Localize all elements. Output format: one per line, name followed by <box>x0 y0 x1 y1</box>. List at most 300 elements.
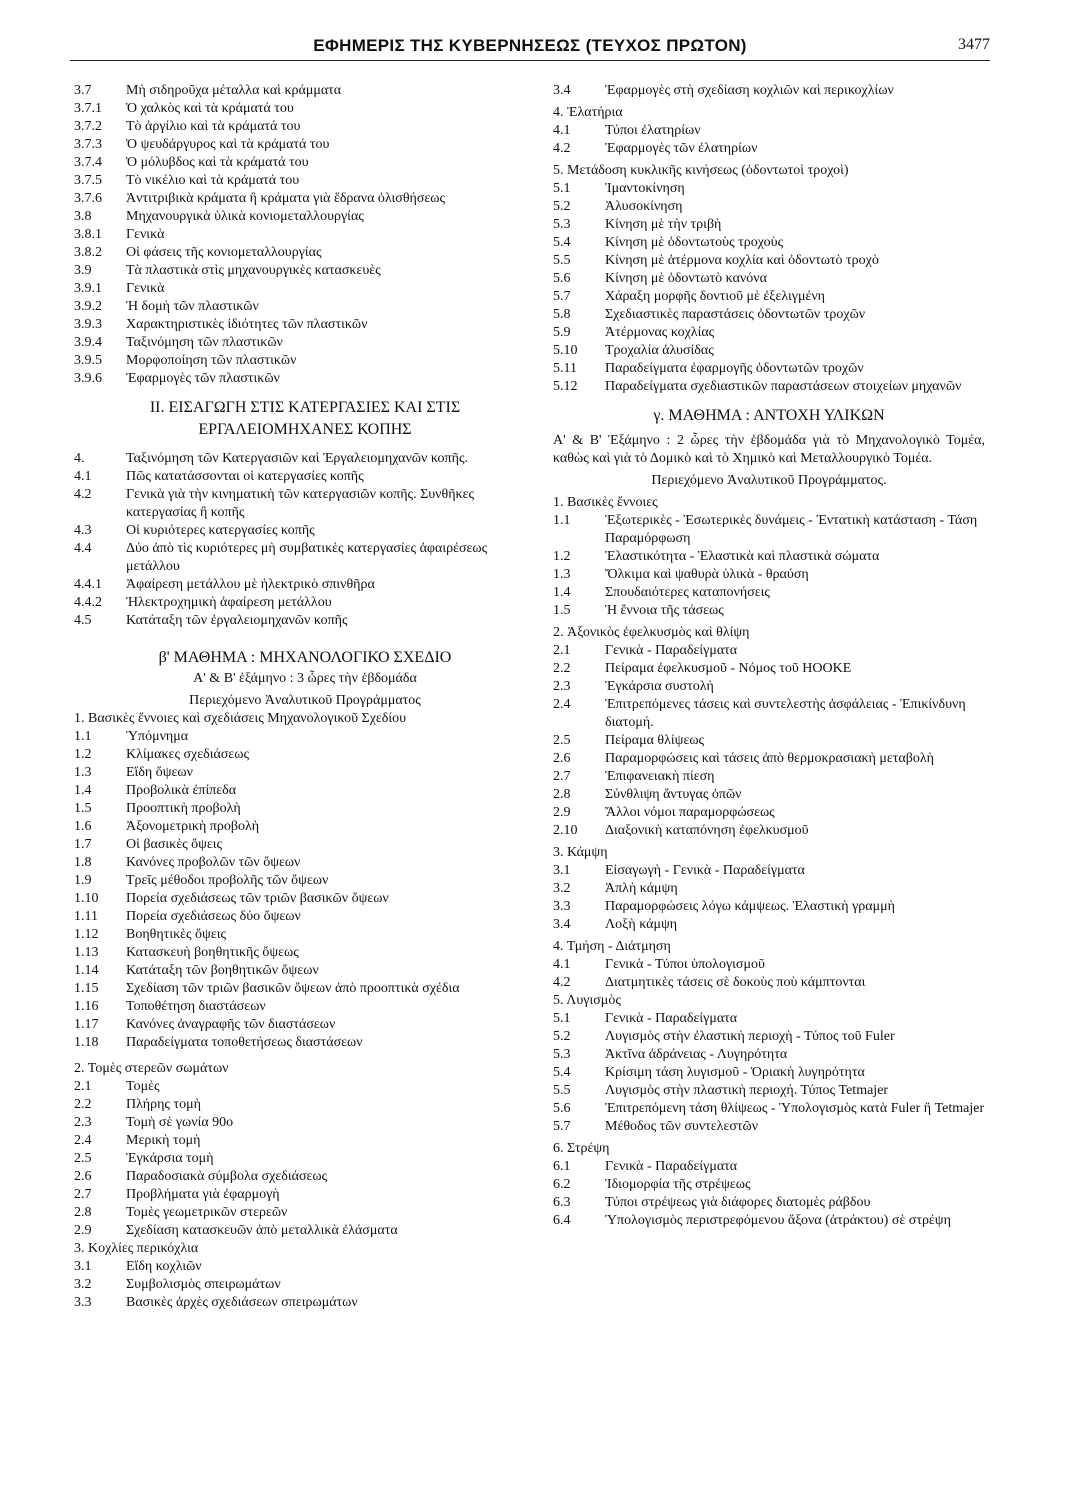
item-text: Προβολικὰ ἐπίπεδα <box>126 783 237 798</box>
section-title: 1. Βασικὲς ἔννοιες <box>553 495 658 510</box>
lesson-b-content-label: Περιεχόμενο Ἀναλυτικοῦ Προγράμματος <box>189 693 421 708</box>
item-text: Παραδείγματα τοποθετήσεως διαστάσεων <box>126 1035 363 1050</box>
list-item <box>74 1186 536 1204</box>
item-number: 5.7 <box>553 1119 571 1134</box>
item-text: Οἱ βασικὲς ὄψεις <box>126 837 223 852</box>
item-number: 3.8.1 <box>74 227 102 242</box>
item-number: 3.9.4 <box>74 335 102 350</box>
item-number: 3.3 <box>74 1295 92 1310</box>
list-item <box>74 1168 536 1186</box>
list-item <box>74 1114 536 1132</box>
list-item <box>553 1028 985 1046</box>
list-right-g <box>553 956 985 992</box>
list-item <box>74 118 536 136</box>
item-number: 5.5 <box>553 1083 571 1098</box>
list-item <box>74 298 536 316</box>
list-item <box>553 1194 985 1212</box>
item-text: Βοηθητικὲς ὄψεις <box>126 927 227 942</box>
item-number: 5.2 <box>553 1029 571 1044</box>
item-text: Τύποι στρέψεως γιὰ διάφορες διατομὲς ράβδου <box>605 1195 871 1210</box>
item-number: 4.2 <box>553 141 571 156</box>
list-item <box>553 324 985 342</box>
list-item <box>553 1158 985 1176</box>
item-number: 3.7.1 <box>74 101 102 116</box>
list-item <box>74 1150 536 1168</box>
item-text: Μηχανουργικὰ ὑλικὰ κονιομεταλλουργίας <box>126 209 364 224</box>
item-text: Παραμορφώσεις λόγω κάμψεως. Ἐλαστικὴ γραμμὴ <box>605 899 895 914</box>
list-item <box>553 198 985 216</box>
lesson-c-intro: Α' & Β' Ἑξάμηνο : 2 ὧρες τὴν ἑβδομάδα γιὰ τὸ Μηχανολογικὸ Τομέα, καθὼς καὶ γιὰ τὸ Δομικὸ καὶ τὸ Χημικὸ καὶ Μεταλλουργικὸ Τομέα. <box>553 433 985 466</box>
list-item <box>74 172 536 190</box>
item-text: Τὸ νικέλιο καὶ τὰ κράματά του <box>126 173 300 188</box>
item-text: Κατάταξη τῶν βοηθητικῶν ὄψεων <box>126 963 319 978</box>
item-text: Ἀντιτριβικὰ κράματα ἢ κράματα γιὰ ἕδρανα ὀλισθήσεως <box>126 191 446 206</box>
item-number: 3.8 <box>74 209 92 224</box>
item-number: 2.1 <box>74 1079 92 1094</box>
item-number: 2.9 <box>74 1223 92 1238</box>
item-text: Συμβολισμὸς σπειρωμάτων <box>126 1277 281 1292</box>
item-text: Ἐφαρμογὲς τῶν ἐλατηρίων <box>605 141 758 156</box>
list-item <box>553 1212 985 1230</box>
list-right-e <box>553 642 985 840</box>
list-item <box>74 728 536 746</box>
list-item <box>74 352 536 370</box>
list-item <box>553 602 985 620</box>
item-number: 4.2 <box>74 487 92 502</box>
item-number: 1.15 <box>74 981 99 996</box>
item-text: Ἀτέρμονας κοχλίας <box>605 325 715 340</box>
list-item <box>553 1046 985 1064</box>
item-number: 3.3 <box>553 899 571 914</box>
item-number: 5.6 <box>553 1101 571 1116</box>
item-text: Ἡ ἔννοια τῆς τάσεως <box>605 603 724 618</box>
item-number: 5.5 <box>553 253 571 268</box>
list-item <box>74 800 536 818</box>
item-text: Ἀφαίρεση μετάλλου μὲ ἠλεκτρικὸ σπινθῆρα <box>126 577 375 592</box>
item-number: 1.6 <box>74 819 92 834</box>
item-number: 2.6 <box>74 1169 92 1184</box>
item-number: 3.9.1 <box>74 281 102 296</box>
item-number: 1.4 <box>553 585 571 600</box>
list-item <box>74 370 536 388</box>
item-number: 4. <box>74 451 85 466</box>
item-text: Κίνηση μὲ ὀδοντωτὸ κανόνα <box>605 271 767 286</box>
list-item <box>553 512 985 548</box>
list-item <box>553 862 985 880</box>
item-number: 2.1 <box>553 643 571 658</box>
item-number: 1.18 <box>74 1035 99 1050</box>
item-text: Λοξὴ κάμψη <box>605 917 678 932</box>
list-item <box>74 1096 536 1114</box>
item-number: 3.4 <box>553 83 571 98</box>
list-item <box>553 378 985 396</box>
item-text: Ἡ δομὴ τῶν πλαστικῶν <box>126 299 259 314</box>
list-item <box>74 872 536 890</box>
item-text: Μορφοποίηση τῶν πλαστικῶν <box>126 353 297 368</box>
item-text: Πείραμα θλίψεως <box>605 733 705 748</box>
list-item <box>553 288 985 306</box>
item-text: Τὸ ἀργίλιο καὶ τὰ κράματά του <box>126 119 301 134</box>
item-number: 2.9 <box>553 805 571 820</box>
list-item <box>553 974 985 992</box>
list-item <box>553 1010 985 1028</box>
item-number: 5.11 <box>553 361 577 376</box>
item-text: Οἱ φάσεις τῆς κονιομεταλλουργίας <box>126 245 322 260</box>
item-text: Λυγισμὸς στὴν ἐλαστικὴ περιοχὴ - Τύπος τοῦ Fuler <box>605 1029 895 1044</box>
item-text: Ἐγκάρσια τομὴ <box>126 1151 214 1166</box>
item-number: 1.2 <box>74 747 92 762</box>
item-text: Ἐξωτερικὲς - Ἐσωτερικὲς δυνάμεις - Ἐντατικὴ κατάσταση - Τάση Παραμόρφωση <box>605 513 978 546</box>
item-number: 4.4.1 <box>74 577 102 592</box>
item-number: 2.10 <box>553 823 578 838</box>
item-number: 2.4 <box>74 1133 92 1148</box>
item-text: Ἁπλὴ κάμψη <box>605 881 678 896</box>
item-text: Γενικὰ - Τύποι ὑπολογισμοῦ <box>605 957 765 972</box>
item-text: Κατασκευὴ βοηθητικῆς ὄψεως <box>126 945 299 960</box>
item-text: Ἐπιφανειακὴ πίεση <box>605 769 715 784</box>
list-item <box>553 584 985 602</box>
item-text: Ὁ ψευδάργυρος καὶ τὰ κράματά του <box>126 137 330 152</box>
list-item <box>553 234 985 252</box>
item-number: 5.4 <box>553 1065 571 1080</box>
item-text: Τύποι ἐλατηρίων <box>605 123 701 138</box>
lesson-b-heading: β' ΜΑΘΗΜΑ : ΜΗΧΑΝΟΛΟΓΙΚΟ ΣΧΕΔΙΟ <box>158 649 452 666</box>
list-item <box>74 980 536 998</box>
list-right-h <box>553 1010 985 1136</box>
page-number: 3477 <box>958 36 990 53</box>
item-text: Ἰδιομορφία τῆς στρέψεως <box>605 1177 751 1192</box>
section-title: 5. Λυγισμὸς <box>553 993 621 1008</box>
item-number: 2.4 <box>553 697 571 712</box>
list-item <box>553 1118 985 1136</box>
list-item <box>553 678 985 696</box>
list-left-a <box>74 82 536 388</box>
list-item <box>74 944 536 962</box>
item-text: Πῶς κατατάσσονται οἱ κατεργασίες κοπῆς <box>126 469 364 484</box>
item-text: Ἀκτῖνα ἀδράνειας - Λυγηρότητα <box>605 1047 788 1062</box>
item-number: 1.1 <box>74 729 92 744</box>
item-number: 1.9 <box>74 873 92 888</box>
item-text: Τροχαλία ἀλυσίδας <box>605 343 714 358</box>
item-text: Πορεία σχεδιάσεως δύο ὄψεων <box>126 909 301 924</box>
list-item <box>74 450 536 468</box>
item-number: 3.7.5 <box>74 173 102 188</box>
item-number: 4.1 <box>553 957 571 972</box>
item-number: 6.2 <box>553 1177 571 1192</box>
item-number: 5.1 <box>553 181 571 196</box>
item-number: 5.9 <box>553 325 571 340</box>
list-item <box>74 154 536 172</box>
item-number: 5.6 <box>553 271 571 286</box>
item-text: Ταξινόμηση τῶν πλαστικῶν <box>126 335 283 350</box>
list-item <box>553 122 985 140</box>
item-text: Τομὲς γεωμετρικῶν στερεῶν <box>126 1205 288 1220</box>
item-text: Πλήρης τομὴ <box>126 1097 201 1112</box>
list-item <box>553 270 985 288</box>
list-right-d <box>553 512 985 620</box>
list-item <box>74 962 536 980</box>
list-item <box>74 280 536 298</box>
item-text: Σύνθλιψη ἄντυγας ὀπῶν <box>605 787 742 802</box>
list-left-e <box>74 1258 536 1312</box>
item-number: 4.4 <box>74 541 92 556</box>
list-item <box>74 262 536 280</box>
item-number: 5.7 <box>553 289 571 304</box>
section-title: 5. Μετάδοση κυκλικῆς κινήσεως (ὀδοντωτοὶ τροχοὶ) <box>553 163 849 178</box>
item-number: 2.7 <box>553 769 571 784</box>
item-number: 1.5 <box>74 801 92 816</box>
list-item <box>553 1082 985 1100</box>
lesson-c-heading: γ. ΜΑΘΗΜΑ : ΑΝΤΟΧΗ ΥΛΙΚΩΝ <box>653 407 885 424</box>
list-item <box>74 764 536 782</box>
list-item <box>74 100 536 118</box>
list-item <box>74 1078 536 1096</box>
list-item <box>553 1100 985 1118</box>
item-number: 2.5 <box>553 733 571 748</box>
item-text: Κλίμακες σχεδιάσεως <box>126 747 250 762</box>
item-text: Γενικὰ <box>126 227 165 242</box>
list-item <box>553 342 985 360</box>
list-item <box>553 306 985 324</box>
item-number: 3.8.2 <box>74 245 102 260</box>
item-text: Τὰ πλαστικὰ στὶς μηχανουργικὲς κατασκευὲς <box>126 263 381 278</box>
item-number: 4.1 <box>74 469 92 484</box>
item-text: Δύο ἀπὸ τὶς κυριότερες μὴ συμβατικὲς κατεργασίες ἀφαιρέσεως μετάλλου <box>126 541 488 574</box>
list-item <box>74 1016 536 1034</box>
list-item <box>553 548 985 566</box>
list-item <box>553 642 985 660</box>
list-item <box>74 576 536 594</box>
item-number: 3.7.6 <box>74 191 102 206</box>
item-text: Ἐφαρμογὲς στὴ σχεδίαση κοχλιῶν καὶ περικοχλίων <box>605 83 894 98</box>
item-number: 1.4 <box>74 783 92 798</box>
page-header <box>70 36 990 61</box>
item-number: 2.3 <box>74 1115 92 1130</box>
list-item <box>553 180 985 198</box>
item-number: 3.7.2 <box>74 119 102 134</box>
item-number: 3.9.6 <box>74 371 102 386</box>
item-text: Πείραμα ἐφελκυσμοῦ - Νόμος τοῦ HOOKE <box>605 661 852 676</box>
list-item <box>74 594 536 612</box>
list-right-b <box>553 122 985 158</box>
list-item <box>553 956 985 974</box>
section-ii-heading-line2: ΕΡΓΑΛΕΙΟΜΗΧΑΝΕΣ ΚΟΠΗΣ <box>198 421 412 438</box>
item-number: 3.7.3 <box>74 137 102 152</box>
item-text: Λυγισμὸς στὴν πλαστικὴ περιοχή. Τύπος Tetmajer <box>605 1083 889 1098</box>
item-text: Γενικὰ - Παραδείγματα <box>605 1159 738 1174</box>
item-text: Ἱμαντοκίνηση <box>605 181 685 196</box>
list-left-c <box>74 728 536 1052</box>
item-number: 5.2 <box>553 199 571 214</box>
item-text: Τομὴ σὲ γωνία 90ο <box>126 1115 234 1130</box>
item-text: Κατάταξη τῶν ἐργαλειομηχανῶν κοπῆς <box>126 613 348 628</box>
item-number: 5.12 <box>553 379 578 394</box>
item-text: Παραδοσιακὰ σύμβολα σχεδιάσεως <box>126 1169 328 1184</box>
item-text: Ὁ χαλκὸς καὶ τὰ κράματά του <box>126 101 294 116</box>
section-title: 3. Κάμψη <box>553 845 608 860</box>
item-number: 3.9 <box>74 263 92 278</box>
section-title: 4. Τμήση - Διάτμηση <box>553 939 671 954</box>
item-number: 4.5 <box>74 613 92 628</box>
item-number: 5.3 <box>553 217 571 232</box>
list-item <box>553 252 985 270</box>
item-number: 4.3 <box>74 523 92 538</box>
list-item <box>74 522 536 540</box>
item-text: Γενικὰ - Παραδείγματα <box>605 1011 738 1026</box>
list-item <box>553 1176 985 1194</box>
list-item <box>553 786 985 804</box>
item-text: Ἐπιτρεπόμενες τάσεις καὶ συντελεστὴς ἀσφάλειας - Ἐπικίνδυνη διατομή. <box>605 697 966 730</box>
item-text: Διαξονικὴ καταπόνηση ἐφελκυσμοῦ <box>605 823 809 838</box>
list-left-b <box>74 450 536 630</box>
item-text: Ἄλλοι νόμοι παραμορφώσεως <box>605 805 775 820</box>
item-text: Ὄλκιμα καὶ ψαθυρὰ ὑλικὰ - θραύση <box>605 567 809 582</box>
list-item <box>74 208 536 226</box>
item-text: Προβλήματα γιὰ ἐφαρμογὴ <box>126 1187 280 1202</box>
list-item <box>74 998 536 1016</box>
item-number: 3.9.2 <box>74 299 102 314</box>
list-item <box>74 746 536 764</box>
item-number: 2.8 <box>74 1205 92 1220</box>
item-text: Γενικὰ - Παραδείγματα <box>605 643 738 658</box>
item-text: Κίνηση μὲ τὴν τριβὴ <box>605 217 722 232</box>
list-item <box>553 804 985 822</box>
item-number: 1.8 <box>74 855 92 870</box>
item-number: 6.3 <box>553 1195 571 1210</box>
item-number: 1.10 <box>74 891 99 906</box>
item-number: 3.2 <box>553 881 571 896</box>
item-text: Ἐπιτρεπόμενη τάση θλίψεως - Ὑπολογισμὸς κατὰ Fuler ἢ Tetmajer <box>605 1101 985 1116</box>
item-text: Κρίσιμη τάση λυγισμοῦ - Ὁριακὴ λυγηρότητα <box>605 1065 865 1080</box>
list-right-c <box>553 180 985 396</box>
item-text: Παραδείγματα σχεδιαστικῶν παραστάσεων στοιχείων μηχανῶν <box>605 379 962 394</box>
list-item <box>553 732 985 750</box>
item-text: Γενικὰ <box>126 281 165 296</box>
item-number: 2.8 <box>553 787 571 802</box>
item-text: Γενικὰ γιὰ τὴν κινηματικὴ τῶν κατεργασιῶν κοπῆς. Συνθῆκες κατεργασίας ἢ κοπῆς <box>126 487 475 520</box>
section-title: 1. Βασικὲς ἔννοιες καὶ σχεδιάσεις Μηχανολογικοῦ Σχεδίου <box>74 711 407 726</box>
item-number: 1.11 <box>74 909 98 924</box>
item-text: Ἐγκάρσια συστολὴ <box>605 679 714 694</box>
list-item <box>553 1064 985 1082</box>
list-item <box>553 140 985 158</box>
list-item <box>74 486 536 522</box>
item-number: 3.1 <box>74 1259 92 1274</box>
item-number: 5.4 <box>553 235 571 250</box>
list-item <box>74 1204 536 1222</box>
item-number: 6.4 <box>553 1213 571 1228</box>
list-item <box>553 360 985 378</box>
list-item <box>74 540 536 576</box>
item-number: 3.9.5 <box>74 353 102 368</box>
right-column <box>553 82 985 1230</box>
lesson-b-hours: Α' & Β' ἑξάμηνο : 3 ὧρες τὴν ἑβδομάδα <box>193 671 417 686</box>
list-item <box>553 660 985 678</box>
list-right-f <box>553 862 985 934</box>
item-text: Ταξινόμηση τῶν Κατεργασιῶν καὶ Ἐργαλειομηχανῶν κοπῆς. <box>126 451 468 466</box>
item-number: 1.13 <box>74 945 99 960</box>
item-number: 1.3 <box>553 567 571 582</box>
list-item <box>74 316 536 334</box>
item-text: Βασικὲς ἀρχὲς σχεδιάσεων σπειρωμάτων <box>126 1295 358 1310</box>
item-text: Κίνηση μὲ ἀτέρμονα κοχλία καὶ ὀδοντωτὸ τροχὸ <box>605 253 879 268</box>
list-item <box>553 898 985 916</box>
list-item <box>74 1276 536 1294</box>
item-number: 1.2 <box>553 549 571 564</box>
item-text: Τρεῖς μέθοδοι προβολῆς τῶν ὄψεων <box>126 873 329 888</box>
item-text: Ἀξονομετρικὴ προβολὴ <box>126 819 260 834</box>
item-number: 6.1 <box>553 1159 571 1174</box>
gazette-title: ΕΦΗΜΕΡΙΣ ΤΗΣ ΚΥΒΕΡΝΗΣΕΩΣ (ΤΕΥΧΟΣ ΠΡΩΤΟΝ) <box>313 36 747 55</box>
item-text: Ὁ μόλυβδος καὶ τὰ κράματά του <box>126 155 309 170</box>
item-number: 2.3 <box>553 679 571 694</box>
item-number: 5.8 <box>553 307 571 322</box>
item-number: 2.2 <box>553 661 571 676</box>
item-text: Εἴδη κοχλιῶν <box>126 1259 202 1274</box>
list-item <box>74 226 536 244</box>
list-item <box>74 818 536 836</box>
item-text: Σχεδιαστικὲς παραστάσεις ὀδοντωτῶν τροχῶν <box>605 307 866 322</box>
item-text: Σχεδίαση τῶν τριῶν βασικῶν ὄψεων ἀπὸ προοπτικὰ σχέδια <box>126 981 460 996</box>
item-number: 1.7 <box>74 837 92 852</box>
item-number: 2.5 <box>74 1151 92 1166</box>
section-ii-heading-line1: II. ΕΙΣΑΓΩΓΗ ΣΤΙΣ ΚΑΤΕΡΓΑΣΙΕΣ ΚΑΙ ΣΤΙΣ <box>149 399 461 416</box>
item-number: 2.7 <box>74 1187 92 1202</box>
list-item <box>553 880 985 898</box>
item-number: 1.12 <box>74 927 99 942</box>
list-item <box>74 1034 536 1052</box>
list-item <box>74 136 536 154</box>
item-number: 1.16 <box>74 999 99 1014</box>
item-number: 4.4.2 <box>74 595 102 610</box>
item-text: Κανόνες προβολῶν τῶν ὄψεων <box>126 855 301 870</box>
item-text: Σχεδίαση κατασκευῶν ἀπὸ μεταλλικὰ ἐλάσματα <box>126 1223 398 1238</box>
item-text: Εἴδη ὄψεων <box>126 765 193 780</box>
section-title: 2. Ἀξονικὸς ἐφελκυσμὸς καὶ θλίψη <box>553 625 750 640</box>
list-item <box>553 696 985 732</box>
item-number: 2.6 <box>553 751 571 766</box>
list-item <box>553 768 985 786</box>
item-number: 1.1 <box>553 513 571 528</box>
item-text: Κανόνες ἀναγραφῆς τῶν διαστάσεων <box>126 1017 336 1032</box>
item-text: Οἱ κυριότερες κατεργασίες κοπῆς <box>126 523 315 538</box>
item-number: 1.3 <box>74 765 92 780</box>
item-number: 3.9.3 <box>74 317 102 332</box>
item-text: Ἐλαστικότητα - Ἐλαστικὰ καὶ πλαστικὰ σώματα <box>605 549 880 564</box>
section-title: 6. Στρέψη <box>553 1141 610 1156</box>
item-text: Ὑπολογισμὸς περιστρεφόμενου ἄξονα (ἀτράκτου) σὲ στρέψη <box>605 1213 951 1228</box>
item-text: Ἀλυσοκίνηση <box>605 199 683 214</box>
list-item <box>74 782 536 800</box>
list-item <box>553 750 985 768</box>
item-number: 3.4 <box>553 917 571 932</box>
list-item <box>553 566 985 584</box>
list-item <box>553 916 985 934</box>
item-text: Εἰσαγωγὴ - Γενικὰ - Παραδείγματα <box>605 863 805 878</box>
item-number: 2.2 <box>74 1097 92 1112</box>
left-column <box>74 82 536 1312</box>
list-item <box>74 244 536 262</box>
list-item <box>74 190 536 208</box>
item-number: 5.1 <box>553 1011 571 1026</box>
list-item <box>74 836 536 854</box>
list-item <box>74 334 536 352</box>
list-left-d <box>74 1078 536 1240</box>
list-item <box>74 82 536 100</box>
item-text: Ἐφαρμογὲς τῶν πλαστικῶν <box>126 371 280 386</box>
section-title: 2. Τομὲς στερεῶν σωμάτων <box>74 1061 229 1076</box>
list-item <box>74 1132 536 1150</box>
